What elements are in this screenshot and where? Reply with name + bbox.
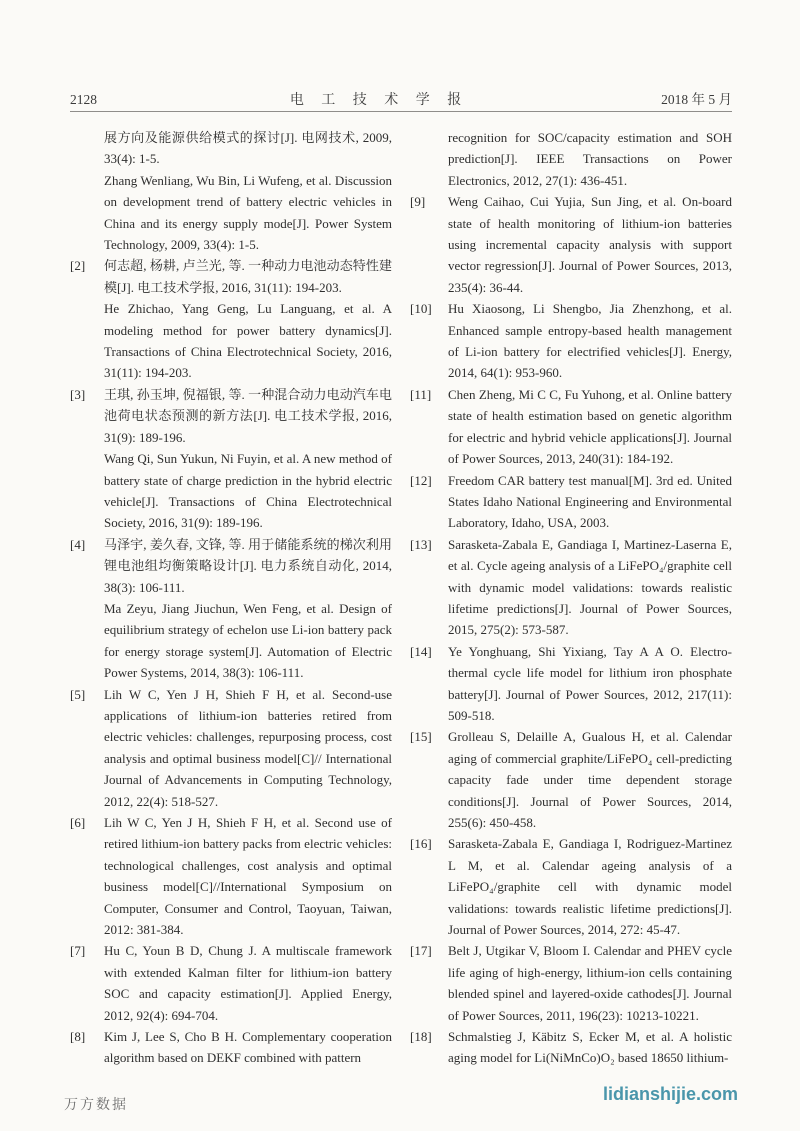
reference-entry — [70, 534, 392, 598]
reference-text: Lih W C, Yen J H, Shieh F H, et al. Second use of retired lithium-ion battery packs from electric vehicles: technological challenges, cost analysis and optimal business model[C]//International Symposium on Computer, Consumer and Control, Taoyuan, Taiwan, 2012: 381-384. — [104, 815, 392, 938]
reference-entry — [410, 833, 732, 940]
reference-text: Freedom CAR battery test manual[M]. 3rd ed. United States Idaho National Engineering and Environmental Laboratory, Idaho, USA, 2003. — [448, 472, 732, 531]
reference-number: [10] — [410, 301, 432, 317]
reference-entry — [70, 940, 392, 1026]
reference-number: [7] — [70, 943, 86, 959]
reference-entry — [410, 1026, 732, 1069]
reference-text: 何志超, 杨耕, 卢兰光, 等. 一种动力电池动态特性建模[J]. 电工技术学报, 2016, 31(11): 194-203. — [104, 258, 392, 295]
reference-text: recognition for SOC/capacity estimation and SOH prediction[J]. IEEE Transactions on Power Electronics, 2012, 27(1): 436-451. — [448, 130, 732, 188]
reference-number: [14] — [410, 643, 432, 659]
reference-entry — [70, 255, 392, 298]
reference-entry — [410, 641, 732, 727]
reference-entry — [70, 127, 392, 170]
reference-entry — [410, 298, 732, 384]
reference-entry — [410, 940, 732, 1026]
wanfang-watermark: 万方数据 — [64, 1096, 128, 1112]
reference-text: Kim J, Lee S, Cho B H. Complementary cooperation algorithm based on DEKF combined with pattern — [104, 1029, 392, 1066]
reference-number: [12] — [410, 472, 432, 488]
reference-number: [11] — [410, 386, 432, 402]
reference-text: Chen Zheng, Mi C C, Fu Yuhong, et al. Online battery state of health estimation based on genetic algorithm for electric and hybrid vehicle applications[J]. Journal of Power Sources, 2013, 240(31): 184-192. — [448, 386, 732, 467]
reference-entry — [70, 684, 392, 812]
references-section — [70, 127, 732, 1069]
reference-entry — [410, 191, 732, 298]
issue-date: 2018 年 5 月 — [661, 92, 732, 107]
reference-entry — [70, 298, 392, 384]
references-right-column — [410, 127, 732, 1069]
reference-number: [13] — [410, 536, 432, 552]
site-watermark: lidianshijie.com — [602, 1084, 738, 1104]
reference-entry — [70, 598, 392, 684]
page-number: 2128 — [70, 92, 97, 107]
reference-text: Hu C, Youn B D, Chung J. A multiscale framework with extended Kalman filter for lithium-ion battery SOC and capacity estimation[J]. Applied Energy, 2012, 92(4): 694-704. — [104, 943, 392, 1023]
reference-number: [2] — [70, 258, 86, 274]
reference-entry — [70, 812, 392, 940]
header-divider — [70, 111, 732, 112]
reference-entry — [70, 384, 392, 448]
reference-text: Hu Xiaosong, Li Shengbo, Jia Zhenzhong, et al. Enhanced sample entropy-based health management of Li-ion battery for electrified vehicles[J]. Energy, 2014, 64(1): 953-960. — [448, 301, 732, 381]
reference-entry — [70, 448, 392, 534]
reference-text: Sarasketa-Zabala E, Gandiaga I, Rodriguez-Martinez L M, et al. Calendar ageing analysis of a LiFePO₄/graphite cell with dynamic model validations: towards realistic lifetime predictions[J]. Journal of Power Sources, 2014, 272: 45-47. — [448, 836, 732, 938]
reference-text: Schmalstieg J, Käbitz S, Ecker M, et al. A holistic aging model for Li(NiMnCo)O₂ based 18650 lithium- — [448, 1029, 732, 1066]
reference-text: Zhang Wenliang, Wu Bin, Li Wufeng, et al. Discussion on development trend of battery electric vehicles in China and its energy supply mode[J]. Power System Technology, 2009, 33(4): 1-5. — [104, 172, 392, 253]
reference-number: [5] — [70, 686, 86, 702]
reference-number: [18] — [410, 1029, 432, 1045]
references-left-column — [70, 127, 392, 1069]
reference-number: [6] — [70, 815, 86, 830]
journal-title: 电 工 技 术 学 报 — [289, 93, 469, 108]
reference-text: Grolleau S, Delaille A, Gualous H, et al. Calendar aging of commercial graphite/LiFePO₄ cell-predicting capacity fade under time dependent storage conditions[J]. Journal of Power Sources, 2014, 255(6): 450-458. — [448, 729, 732, 830]
reference-text: Weng Caihao, Cui Yujia, Sun Jing, et al. On-board state of health monitoring of lithium-ion batteries using incremental capacity analysis with support vector regression[J]. Journal of Power Sources, 2013, 235(4): 36-44. — [448, 194, 732, 295]
reference-entry — [410, 384, 732, 470]
reference-text: Belt J, Utgikar V, Bloom I. Calendar and PHEV cycle life aging of high-energy, lithium-ion cells containing blended spinel and layered-oxide cathodes[J]. Journal of Power Sources, 2011, 196(23): 10213-10221. — [448, 943, 732, 1023]
reference-text: 王琪, 孙玉坤, 倪福银, 等. 一种混合动力电动汽车电池荷电状态预测的新方法[J]. 电工技术学报, 2016, 31(9): 189-196. — [104, 386, 392, 445]
reference-entry — [70, 170, 392, 256]
reference-text: 马泽宇, 姜久春, 文锋, 等. 用于储能系统的梯次利用锂电池组均衡策略设计[J]. 电力系统自动化, 2014, 38(3): 106-111. — [104, 536, 392, 595]
reference-text: Sarasketa-Zabala E, Gandiaga I, Martinez-Laserna E, et al. Cycle ageing analysis of a LiFePO₄/graphite cell with dynamic model validations: towards realistic lifetime predictions[J]. Journal of Power Sources, 2015, 275(2): 573-587. — [448, 536, 732, 638]
reference-text: Ma Zeyu, Jiang Jiuchun, Wen Feng, et al. Design of equilibrium strategy of echelon use Li-ion battery pack for energy storage system[J]. Automation of Electric Power Systems, 2014, 38(3): 106-111. — [104, 600, 392, 681]
reference-number: [16] — [410, 836, 432, 852]
reference-text: Wang Qi, Sun Yukun, Ni Fuyin, et al. A new method of battery state of charge prediction in the hybrid electric vehicle[J]. Transactions of China Electrotechnical Society, 2016, 31(9): 189-196. — [104, 451, 392, 531]
reference-entry — [70, 1026, 392, 1069]
reference-number: [17] — [410, 943, 432, 959]
reference-entry — [410, 534, 732, 641]
reference-number: [8] — [70, 1029, 86, 1045]
reference-number: [4] — [70, 536, 86, 552]
reference-entry — [410, 726, 732, 833]
reference-entry — [410, 127, 732, 191]
reference-text: Lih W C, Yen J H, Shieh F H, et al. Second-use applications of lithium-ion batteries retired from electric vehicles: challenges, repurposing process, cost analysis and optimal business model[C]// International Journal of Advancements in Computing Technology, 2012, 22(4): 518-527. — [104, 686, 392, 809]
reference-text: Ye Yonghuang, Shi Yixiang, Tay A A O. Electro-thermal cycle life model for lithium iron phosphate battery[J]. Journal of Power Sources, 2012, 217(11): 509-518. — [448, 643, 732, 723]
reference-text: He Zhichao, Yang Geng, Lu Languang, et al. A modeling method for power battery dynamics[J]. Transactions of China Electrotechnical Society, 2016, 31(11): 194-203. — [104, 301, 392, 381]
reference-entry — [410, 470, 732, 534]
reference-number: [3] — [70, 386, 86, 402]
reference-text: 展方向及能源供给模式的探讨[J]. 电网技术, 2009, 33(4): 1-5. — [104, 130, 392, 167]
reference-number: [9] — [410, 194, 426, 210]
page-header — [70, 88, 732, 109]
reference-number: [15] — [410, 729, 432, 745]
